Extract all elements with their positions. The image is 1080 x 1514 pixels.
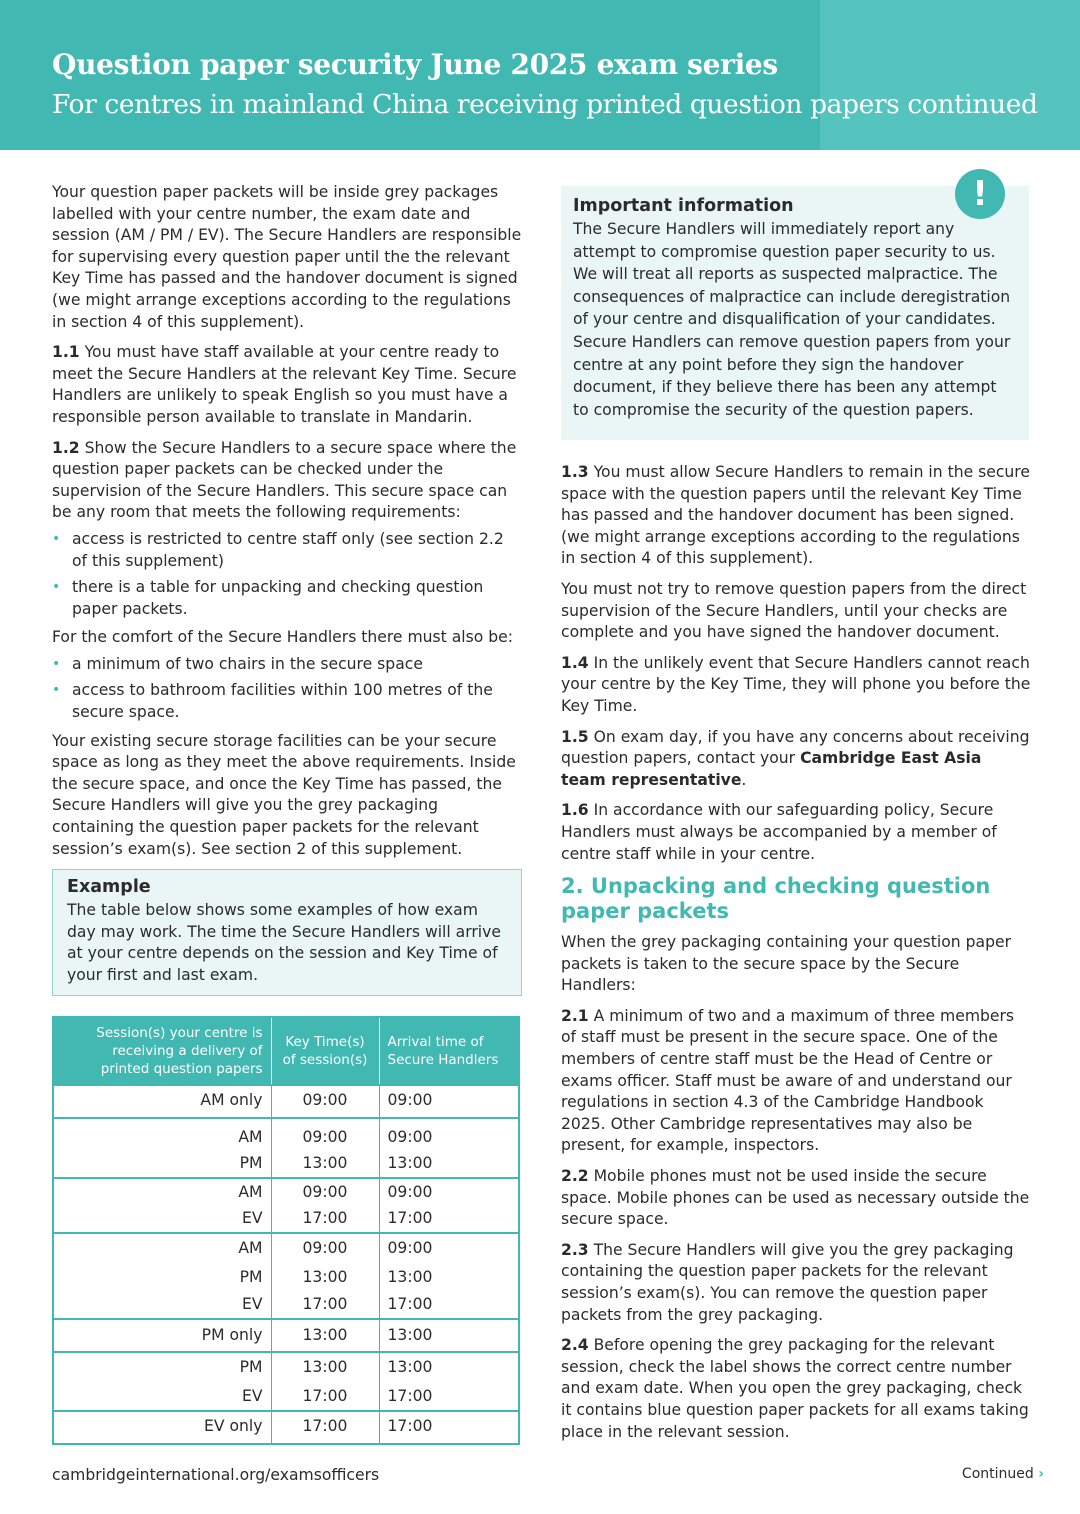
key-time-cell: 13:00 <box>271 1319 379 1352</box>
paragraph-text: The Secure Handlers will give you the grey packaging containing the question paper packets for the relevant session’s exam(s). You can remove the question paper packets from the grey packaging. <box>561 1240 1014 1324</box>
storage-paragraph: Your existing secure storage facilities can be your secure space as long as they meet the above requirements. Inside the secure space, and once the Key Time has passed, the Secure Handlers will give you the grey packaging containing the question paper packets for the relevant session’s exam(s). See section 2 of this supplement. <box>52 731 516 858</box>
table-row <box>53 1319 519 1352</box>
paragraph-number: 1.5 <box>561 727 589 746</box>
paragraph-2-1 <box>561 1006 1031 1157</box>
important-info-box <box>561 186 1029 440</box>
arrival-cell: 13:00 <box>379 1319 519 1352</box>
paragraph-number: 1.1 <box>52 343 80 362</box>
list-item <box>52 680 522 723</box>
paragraph-1-4 <box>561 653 1031 718</box>
key-time-cell: 13:00 <box>271 1151 379 1179</box>
arrival-cell: 17:00 <box>379 1206 519 1234</box>
comfort-intro: For the comfort of the Secure Handlers there must also be: <box>52 628 514 647</box>
key-time-cell: 17:00 <box>271 1411 379 1444</box>
requirements-list <box>52 529 522 620</box>
paragraph-text: You must have staff available at your centre ready to meet the Secure Handlers at the relevant Key Time. Secure Handlers are unlikely to speak English so you must have a responsible person available to translate in Mandarin. <box>52 343 517 426</box>
table-row <box>53 1151 519 1179</box>
list-item <box>52 529 522 572</box>
bullet-icon: • <box>52 655 61 672</box>
paragraph-2-3 <box>561 1240 1031 1326</box>
paragraph-number: 2.3 <box>561 1240 589 1259</box>
paragraph-number: 2.1 <box>561 1006 589 1025</box>
paragraph-1-5 <box>561 727 1031 792</box>
paragraph-text: Before opening the grey packaging for the relevant session, check the label shows the correct centre number and exam date. When you open the grey packaging, check it contains blue question paper packets for all exams taking place in the relevant session. <box>561 1336 1029 1441</box>
key-time-cell: 09:00 <box>271 1118 379 1151</box>
session-cell: AM <box>238 1182 263 1201</box>
page-title: Question paper security June 2025 exam series <box>52 48 778 81</box>
contact-link[interactable]: Cambridge East Asia team representative <box>561 749 982 789</box>
session-cell <box>53 1085 271 1118</box>
paragraph-1-2 <box>52 438 522 524</box>
table-header-row <box>53 1017 519 1085</box>
page-subtitle: For centres in mainland China receiving printed question papers continued <box>52 89 1038 120</box>
paragraph-number: 1.4 <box>561 653 589 672</box>
left-column <box>52 182 522 1445</box>
session-cell: PM <box>239 1268 263 1287</box>
list-item <box>52 577 522 620</box>
list-item <box>52 654 522 676</box>
table-group <box>53 1118 519 1179</box>
arrival-cell: 13:00 <box>379 1264 519 1292</box>
paragraph-text: On exam day, if you have any concerns about receiving question papers, contact your <box>561 727 1030 768</box>
paragraph-text: In the unlikely event that Secure Handlers cannot reach your centre by the Key Time, they will phone you before the Key Time. <box>561 653 1031 715</box>
paragraph-1-1 <box>52 342 522 428</box>
table-group <box>53 1178 519 1233</box>
info-title: Important information <box>573 196 794 216</box>
paragraph-1-3 <box>561 462 1031 570</box>
page-header <box>0 0 1080 150</box>
key-time-cell: 13:00 <box>271 1352 379 1383</box>
arrival-cell: 13:00 <box>379 1352 519 1383</box>
header-accent-band <box>820 0 1080 150</box>
session-suffix: only <box>229 1091 263 1110</box>
table-group <box>53 1233 519 1319</box>
arrival-cell: 09:00 <box>379 1178 519 1206</box>
continued-link[interactable] <box>962 1466 1044 1482</box>
session-cell: EV <box>241 1209 263 1228</box>
list-item-text: access is restricted to centre staff only (see section 2.2 of this supplement) <box>72 529 504 570</box>
arrival-cell: 09:00 <box>379 1118 519 1151</box>
list-item-text: there is a table for unpacking and checking question paper packets. <box>72 578 484 618</box>
table-row <box>53 1352 519 1383</box>
section-2-heading: 2. Unpacking and checking question paper packets <box>561 874 991 924</box>
table-group <box>53 1411 519 1444</box>
table-row <box>53 1411 519 1444</box>
paragraph-text: You must allow Secure Handlers to remain in the secure space with the question papers until the relevant Key Time has passed and the handover document has been signed. (we might arrange exceptions according to the regulations in section 4 of this supplement). <box>561 463 1030 568</box>
example-box <box>52 869 522 995</box>
session-cell <box>53 1411 271 1444</box>
table-row <box>53 1206 519 1234</box>
chevron-right-icon: › <box>1038 1466 1044 1482</box>
paragraph-number: 1.2 <box>52 438 80 457</box>
table-row <box>53 1383 519 1411</box>
continued-label: Continued <box>961 1466 1034 1482</box>
example-title: Example <box>67 877 151 898</box>
arrival-cell: 09:00 <box>379 1233 519 1264</box>
schedule-table <box>52 1016 520 1445</box>
session-cell: EV <box>241 1295 263 1314</box>
bullet-icon: • <box>52 579 61 596</box>
paragraph-text: Show the Secure Handlers to a secure space where the question paper packets can be checked under the supervision of the Secure Handlers. This secure space can be any room that meets the following requirements: <box>52 438 517 522</box>
intro-paragraph: Your question paper packets will be inside grey packages labelled with your centre number, the exam date and session (AM / PM / EV). The Secure Handlers are responsible for supervising every question paper until the the relevant Key Time has passed and the handover document is signed (we might arrange exceptions according to the regulations in section 4 of this supplement). <box>52 183 522 331</box>
table-row <box>53 1264 519 1292</box>
header-session: Session(s) your centre is receiving a delivery of printed question papers <box>53 1017 271 1085</box>
session-code: EV <box>204 1417 225 1436</box>
table-row <box>53 1233 519 1264</box>
right-column <box>561 462 1031 1452</box>
table-row <box>53 1292 519 1320</box>
session-code: AM <box>200 1091 225 1110</box>
paragraph-1-6 <box>561 800 1031 865</box>
list-item-text: access to bathroom facilities within 100 metres of the secure space. <box>72 681 493 722</box>
key-time-cell: 13:00 <box>271 1264 379 1292</box>
session-cell: EV <box>241 1386 263 1405</box>
paragraph-number: 1.3 <box>561 463 589 481</box>
paragraph-text: In accordance with our safeguarding policy, Secure Handlers must always be accompanied by a member of centre staff while in your centre. <box>561 801 997 863</box>
list-item-text: a minimum of two chairs in the secure space <box>72 654 423 673</box>
bullet-icon: • <box>52 682 61 699</box>
arrival-cell: 09:00 <box>379 1085 519 1118</box>
paragraph-number: 2.2 <box>561 1167 589 1186</box>
session-suffix: only <box>229 1417 263 1436</box>
bullet-icon: • <box>52 530 61 547</box>
session-cell: PM <box>239 1358 263 1377</box>
comfort-list <box>52 654 522 724</box>
paragraph-number: 2.4 <box>561 1336 589 1355</box>
key-time-cell: 17:00 <box>271 1383 379 1411</box>
session-cell: AM <box>238 1127 263 1146</box>
arrival-cell: 17:00 <box>379 1383 519 1411</box>
arrival-cell: 17:00 <box>379 1292 519 1320</box>
info-text: The Secure Handlers will immediately report any attempt to compromise question paper security to us. We will treat all reports as suspected malpractice. The consequences of malpractice can include deregistration of your centre and disqualification of your candidates. Secure Handlers can remove question papers from your centre at any point before they sign the handover document, if they believe there has been any attempt to compromise the security of the question papers. <box>573 220 1011 419</box>
section-2-intro: When the grey packaging containing your question paper packets is taken to the secure space by the Secure Handlers: <box>561 933 1011 995</box>
table-row <box>53 1118 519 1151</box>
table-row <box>53 1085 519 1118</box>
table-group <box>53 1085 519 1118</box>
header-arrival: Arrival time of Secure Handlers <box>379 1017 519 1085</box>
key-time-cell: 09:00 <box>271 1178 379 1206</box>
session-cell: AM <box>238 1239 263 1258</box>
exclamation-icon: ! <box>955 169 1005 219</box>
table-group <box>53 1319 519 1352</box>
footer-url-link[interactable]: cambridgeinternational.org/examsofficers <box>52 1466 380 1484</box>
arrival-cell: 13:00 <box>379 1151 519 1179</box>
header-key-time: Key Time(s) of session(s) <box>271 1017 379 1085</box>
key-time-cell: 17:00 <box>271 1206 379 1234</box>
paragraph-text: A minimum of two and a maximum of three members of staff must be present in the secure space. One of the members of centre staff must be the Head of Centre or exams officer. Staff must be aware of and understand our regulations in section 4.3 of the Cambridge Handbook 2025. Other Cambridge representatives may also be present, for example, inspectors. <box>561 1006 1015 1155</box>
paragraph-text: Mobile phones must not be used inside the secure space. Mobile phones can be used as necessary outside the secure space. <box>561 1167 1030 1229</box>
paragraph-1-3b: You must not try to remove question papers from the direct supervision of the Secure Handlers, until your checks are complete and you have signed the handover document. <box>561 579 1027 642</box>
table-group <box>53 1352 519 1411</box>
key-time-cell: 09:00 <box>271 1085 379 1118</box>
session-cell: PM <box>239 1154 263 1173</box>
session-code: PM <box>201 1325 225 1344</box>
table-row <box>53 1178 519 1206</box>
paragraph-2-2 <box>561 1166 1031 1231</box>
paragraph-end: . <box>741 770 747 789</box>
arrival-cell: 17:00 <box>379 1411 519 1444</box>
paragraph-2-4 <box>561 1335 1031 1443</box>
paragraph-number: 1.6 <box>561 801 589 820</box>
key-time-cell: 09:00 <box>271 1233 379 1264</box>
example-text: The table below shows some examples of how exam day may work. The time the Secure Handlers will arrive at your centre depends on the session and Key Time of your first and last exam. <box>67 901 501 984</box>
session-suffix: only <box>229 1325 263 1344</box>
key-time-cell: 17:00 <box>271 1292 379 1320</box>
session-cell <box>53 1319 271 1352</box>
